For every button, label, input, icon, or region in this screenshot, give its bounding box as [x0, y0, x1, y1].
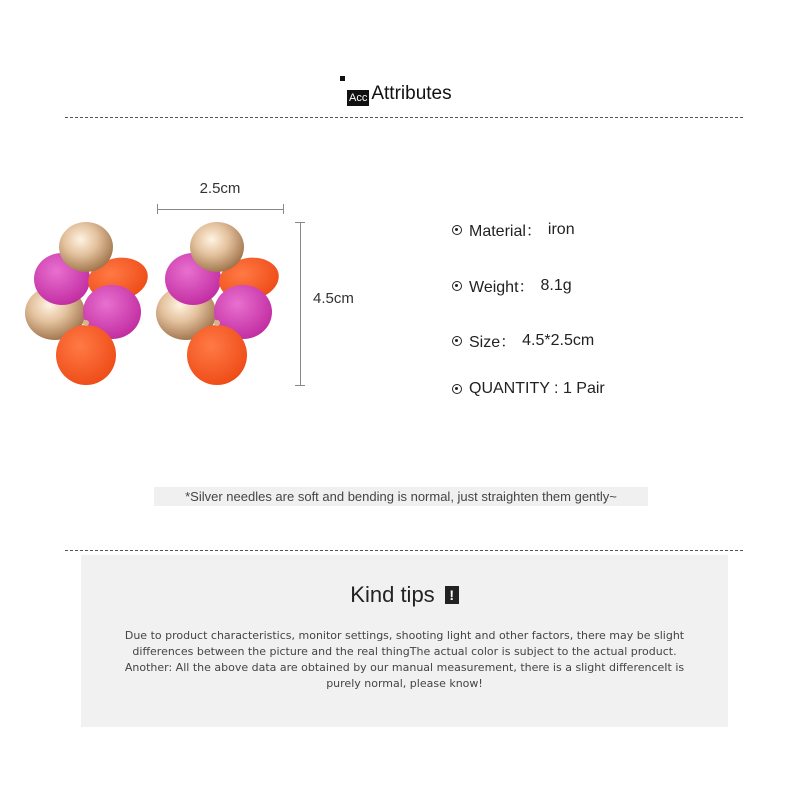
- kind-tips-text: [111, 628, 698, 692]
- header-badge: Acc: [349, 92, 368, 104]
- spec-weight: [452, 274, 572, 297]
- spec-material: [452, 218, 575, 241]
- spec-label: Weight：: [469, 279, 535, 296]
- earrings-image: [20, 215, 290, 400]
- spec-quantity: [452, 380, 605, 398]
- width-line: [157, 209, 283, 210]
- spec-value: iron: [547, 220, 575, 238]
- tips-line: purely normal, please know!: [326, 677, 483, 690]
- earring-left: [25, 222, 151, 385]
- bullet-icon: [452, 281, 462, 291]
- exclamation-icon: !: [445, 586, 459, 604]
- spec-size: [452, 329, 594, 352]
- needle-note: *Silver needles are soft and bending is normal, just straighten them gently~: [154, 487, 648, 506]
- spec-label: Size：: [469, 334, 517, 351]
- section-header: [340, 80, 452, 106]
- header-dot: [340, 76, 345, 81]
- height-label: 4.5cm: [313, 290, 354, 307]
- kind-tips-panel: [81, 555, 728, 727]
- width-line-cap-right: [283, 204, 284, 214]
- spec-label: Material：: [469, 223, 542, 240]
- divider-bottom: [65, 550, 743, 551]
- bullet-icon: [452, 225, 462, 235]
- spec-value: 4.5*2.5cm: [522, 331, 595, 349]
- header-title: Attributes: [371, 83, 452, 104]
- bullet-icon: [452, 336, 462, 346]
- kind-tips-title: Kind tips: [350, 582, 435, 608]
- width-label: 2.5cm: [199, 180, 241, 197]
- tips-line: differences between the picture and the real thingThe actual color is subject to the actual product.: [132, 645, 677, 658]
- height-line-cap-top: [295, 222, 305, 223]
- divider-top: [65, 117, 743, 118]
- height-line: [300, 222, 301, 385]
- spec-value: 8.1g: [540, 276, 572, 294]
- spec-label: QUANTITY : 1 Pair: [469, 380, 605, 397]
- tips-line: Another: All the above data are obtained by our manual measurement, there is a slight differenceIt is: [124, 661, 685, 674]
- earring-right: [156, 222, 282, 385]
- tips-line: Due to product characteristics, monitor settings, shooting light and other factors, there may be slight: [124, 629, 685, 642]
- width-line-cap-left: [157, 204, 158, 214]
- height-line-cap-bottom: [295, 385, 305, 386]
- kind-tips-heading: [81, 581, 728, 608]
- bullet-icon: [452, 384, 462, 394]
